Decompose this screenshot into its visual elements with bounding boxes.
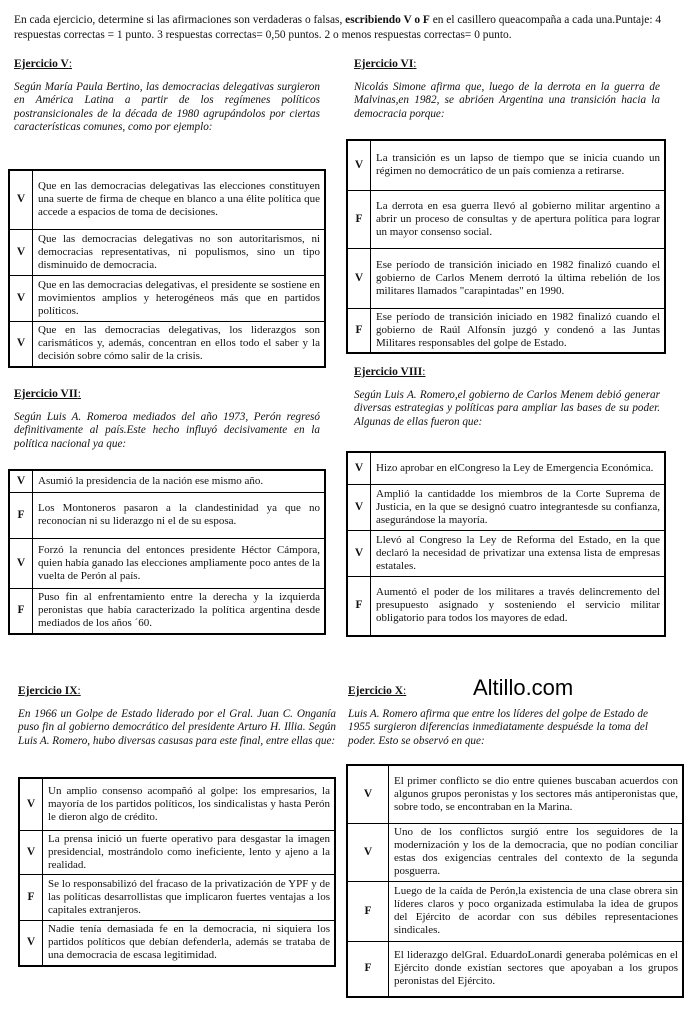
exercise-9-title: Ejercicio IX — [18, 685, 78, 697]
answer-cell[interactable]: V — [9, 470, 33, 492]
table-row — [347, 530, 665, 576]
statement: Que en las democracias delegativas, los liderazgos son carismáticos y, además, concentran en ellos todo el saber y la decisión sobre cómo salir de la crisis. — [33, 321, 326, 367]
exercise-5-table — [8, 169, 326, 368]
exercise-7-title: Ejercicio VII — [14, 388, 78, 400]
table-row — [347, 484, 665, 530]
statement: Que las democracias delegativas no son autoritarismos, ni democracias representativas, ni populismos, sino un tipo disminuido de democracia. — [33, 229, 326, 275]
exercise-9: Ejercicio IX: En 1966 un Golpe de Estado liderado por el Gral. Juan C. Onganía puso fin al gobierno democrático del presidente Arturo H. Illia. Según Luis A. Romero, hubo diversas casusas para este final, entre ellas que: — [18, 685, 336, 747]
answer-cell[interactable]: V — [9, 538, 33, 588]
statement: Un amplio consenso acompañó al golpe: los empresarios, la mayoría de los partidos políticos, los sindicalistas y hasta Perón le dieron algo de crédito. — [43, 778, 336, 830]
table-row — [347, 140, 665, 190]
statement: Puso fin al enfrentamiento entre la derecha y la izquierda peronistas que había caracterizado la política argentina desde mediados de los años ´60. — [33, 588, 326, 634]
watermark-text: Altillo.com — [473, 675, 574, 700]
statement: Hizo aprobar en elCongreso la Ley de Emergencia Económica. — [371, 452, 666, 484]
statement: La transición es un lapso de tiempo que se inicia cuando un régimen no democrático de un país comienza a retirarse. — [371, 140, 666, 190]
instructions — [14, 13, 686, 43]
exercise-8-table — [346, 451, 666, 637]
answer-cell[interactable]: F — [347, 576, 371, 636]
table-row — [347, 190, 665, 248]
instructions-text-1: En cada ejercicio, determine si las afirmaciones son verdaderas o falsas, — [14, 14, 346, 26]
exercise-7-intro: Según Luis A. Romeroa mediados del año 1973, Perón regresó definitivamente al país.Este hecho influyó decisivamente en la política nacional ya que: — [14, 411, 320, 450]
statement: Amplió la cantidadde los miembros de la Corte Suprema de Justicia, en la que se designó cuatro integrantesde su confianza, asegurándose la mayoría. — [371, 484, 666, 530]
table-row — [347, 881, 683, 941]
answer-cell[interactable]: V — [347, 452, 371, 484]
statement: Asumió la presidencia de la nación ese mismo año. — [33, 470, 326, 492]
table-row — [19, 874, 335, 920]
statement: Nadie tenía demasiada fe en la democracia, ni siquiera los partidos políticos que debían defenderla, además se trataba de una democracia de escasa legitimidad. — [43, 920, 336, 966]
table-row — [19, 920, 335, 966]
statement: Llevó al Congreso la Ley de Reforma del Estado, en la que declaró la necesidad de privatizar una extensa lista de empresas estatales. — [371, 530, 666, 576]
statement: Luego de la caída de Perón,la existencia de una clase obrera sin líderes claros y poco organizada estimulaba la idea de grupos del Ejército de acordar con sus débiles representaciones sindicales. — [389, 881, 684, 941]
table-row — [347, 452, 665, 484]
exercise-5-title: Ejercicio V — [14, 58, 69, 70]
statement: Forzó la renuncia del entonces presidente Héctor Cámpora, quien había ganado las elecciones ampliamente poco antes de la vuelta de Perón al país. — [33, 538, 326, 588]
table-row — [19, 830, 335, 874]
table-row — [347, 248, 665, 308]
answer-cell[interactable]: V — [347, 140, 371, 190]
answer-cell[interactable]: F — [347, 308, 371, 353]
answer-cell[interactable]: V — [347, 823, 389, 881]
answer-cell[interactable]: V — [19, 830, 43, 874]
table-row — [9, 470, 325, 492]
exercise-8: Ejercicio VIII: Según Luis A. Romero,el gobierno de Carlos Menem debió generar diversas estrategias y políticas para ampliar las bases de su poder. Algunas de ellas fueron que: — [354, 366, 660, 428]
statement: El primer conflicto se dio entre quienes buscaban acuerdos con algunos grupos peronistas y los sectores más antiperonistas que, sobre todo, se encontraban en la Marina. — [389, 765, 684, 823]
table-row — [9, 229, 325, 275]
instructions-bold: escribiendo V o F — [345, 14, 430, 26]
statement: Que en las democracias delegativas, el presidente se sostiene en movimientos amplios y heterogéneos más que en partidos políticos. — [33, 275, 326, 321]
table-row — [347, 576, 665, 636]
table-row — [9, 275, 325, 321]
answer-cell[interactable]: F — [347, 881, 389, 941]
table-row — [9, 588, 325, 634]
statement: Ese período de transición iniciado en 1982 finalizó cuando el gobierno de Raúl Alfonsín juzgó y condenó a las Juntas Militares responsables del golpe de Estado. — [371, 308, 666, 353]
table-row — [9, 492, 325, 538]
statement: Ese período de transición iniciado en 1982 finalizó cuando el gobierno de Carlos Menem derrotó la última rebelión de los militares llamados "carapintadas" en 1990. — [371, 248, 666, 308]
answer-cell[interactable]: V — [347, 765, 389, 823]
answer-cell[interactable]: V — [19, 778, 43, 830]
table-row — [347, 823, 683, 881]
answer-cell[interactable]: V — [9, 321, 33, 367]
exercise-6-intro: Nicolás Simone afirma que, luego de la derrota en la guerra de Malvinas,en 1982, se abrióen Argentina una transición hacia la democracia porque: — [354, 81, 660, 120]
table-row — [19, 778, 335, 830]
answer-cell[interactable]: F — [347, 941, 389, 997]
statement: Se lo responsabilizó del fracaso de la privatización de YPF y de las políticas desarrollistas que implicaron fuertes ventajas a los capitales extranjeros. — [43, 874, 336, 920]
answer-cell[interactable]: V — [347, 248, 371, 308]
exercise-8-intro: Según Luis A. Romero,el gobierno de Carlos Menem debió generar diversas estrategias y políticas para ampliar las bases de su poder. Algunas de ellas fueron que: — [354, 389, 660, 428]
exercise-6: Ejercicio VI: Nicolás Simone afirma que, luego de la derrota en la guerra de Malvinas,en 1982, se abrióen Argentina una transición hacia la democracia porque: — [354, 58, 660, 120]
table-row — [347, 941, 683, 997]
table-row — [347, 308, 665, 353]
exercise-5-intro: Según María Paula Bertino, las democracias delegativas surgieron en América Latina a partir de los regímenes políticos postransicionales de la década de 1980 agrupándolos por ciertas características comunes, como por ejemplo: — [14, 81, 320, 134]
answer-cell[interactable]: V — [19, 920, 43, 966]
exercise-9-intro: En 1966 un Golpe de Estado liderado por el Gral. Juan C. Onganía puso fin al gobierno democrático del presidente Arturo H. Illia. Según Luis A. Romero, hubo diversas casusas para este final, entre ellas que: — [18, 708, 336, 747]
exercise-10-title: Ejercicio X — [348, 685, 404, 697]
statement: La prensa inició un fuerte operativo para desgastar la imagen presidencial, mostrándolo como ineficiente, lento y ajeno a la realidad. — [43, 830, 336, 874]
statement: La derrota en esa guerra llevó al gobierno militar argentino a abrir un proceso de consultas y de apertura política para lograr un mayor consenso social. — [371, 190, 666, 248]
answer-cell[interactable]: V — [9, 229, 33, 275]
exercise-10-intro: Luis A. Romero afirma que entre los líderes del golpe de Estado de 1955 surgieron diferencias inmediatamente despuésde la toma del poder. Esto se observó en que: — [348, 708, 648, 747]
statement: El liderazgo delGral. EduardoLonardi generaba polémicas en el Ejército donde existían sectores que apoyaban a los grupos peronistas del Ejército. — [389, 941, 684, 997]
statement: Uno de los conflictos surgió entre los seguidores de la modernización y los de la democracia, que no podían conciliar estas dos exigencias centrales del contexto de la segunda posguerra. — [389, 823, 684, 881]
answer-cell[interactable]: F — [9, 588, 33, 634]
exercise-10-table — [346, 764, 684, 998]
answer-cell[interactable]: F — [19, 874, 43, 920]
answer-cell[interactable]: V — [9, 170, 33, 229]
exercise-9-table — [18, 777, 336, 967]
answer-cell[interactable]: V — [347, 530, 371, 576]
exercise-5: Ejercicio V: Según María Paula Bertino, las democracias delegativas surgieron en América Latina a partir de los regímenes políticos postransicionales de la década de 1980 agrupándolos por ciertas características comunes, como por ejemplo: — [14, 58, 320, 134]
answer-cell[interactable]: V — [347, 484, 371, 530]
table-row — [347, 765, 683, 823]
statement: Aumentó el poder de los militares a través delincremento del presupuesto asignado y sosteniendo el servicio militar obligatorio para todos los mayores de edad. — [371, 576, 666, 636]
answer-cell[interactable]: F — [347, 190, 371, 248]
table-row — [9, 321, 325, 367]
exercise-6-table — [346, 139, 666, 354]
exercise-8-title: Ejercicio VIII — [354, 366, 423, 378]
statement: Los Montoneros pasaron a la clandestinidad ya que no reconocían ni su liderazgo ni el de su esposa. — [33, 492, 326, 538]
statement: Que en las democracias delegativas las elecciones constituyen una suerte de firma de cheque en blanco a una élite política que accede a espacios de toma de decisiones. — [33, 170, 326, 229]
exercise-10: Ejercicio X: Luis A. Romero afirma que entre los líderes del golpe de Estado de 1955 surgieron diferencias inmediatamente despuésde la toma del poder. Esto se observó en que: — [348, 685, 648, 747]
exercise-7: Ejercicio VII: Según Luis A. Romeroa mediados del año 1973, Perón regresó definitivamente al país.Este hecho influyó decisivamente en la política nacional ya que: — [14, 388, 320, 450]
exercise-7-table — [8, 469, 326, 635]
exercise-6-title: Ejercicio VI — [354, 58, 414, 70]
answer-cell[interactable]: V — [9, 275, 33, 321]
table-row — [9, 538, 325, 588]
instructions-text-2: en el casillero queacompaña a cada una.Puntaje: 4 respuestas correctas = 1 punto. 3 respuestas correctas= 0,50 puntos. 2 o menos respuestas correctas= 0 punto. — [14, 14, 662, 41]
table-row — [9, 170, 325, 229]
answer-cell[interactable]: F — [9, 492, 33, 538]
